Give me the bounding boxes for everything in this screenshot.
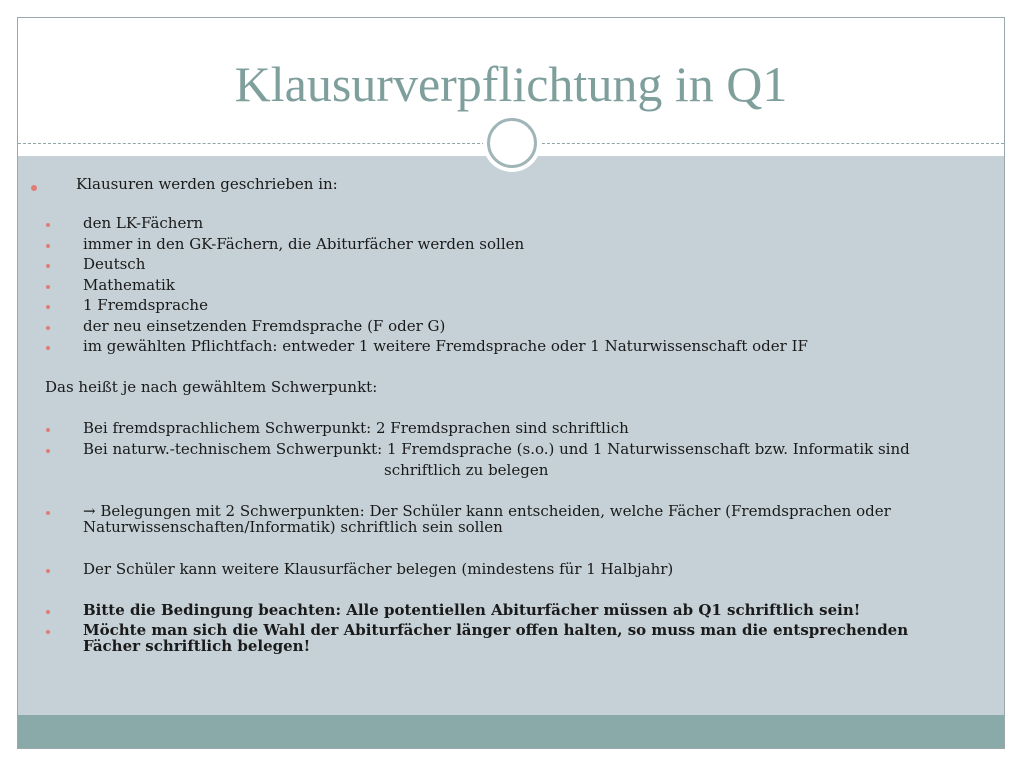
- bullet-icon: [46, 630, 50, 634]
- bullet-icon: [46, 449, 50, 453]
- bullet-icon: [31, 185, 37, 191]
- list-item: Der Schüler kann weitere Klausurfächer belegen (mindestens für 1 Halbjahr): [83, 560, 674, 578]
- list-item: Bei naturw.-technischem Schwerpunkt: 1 Fremdsprache (s.o.) und 1 Naturwissenschaft bzw. Informatik sind: [83, 440, 910, 458]
- bullet-icon: [46, 569, 50, 573]
- list-item: im gewählten Pflichtfach: entweder 1 weitere Fremdsprache oder 1 Naturwissenschaft oder IF: [83, 337, 808, 355]
- list-item: den LK-Fächern: [83, 214, 204, 232]
- list-item: → Belegungen mit 2 Schwerpunkten: Der Schüler kann entscheiden, welche Fächer (Fremdsprachen oder: [83, 502, 891, 520]
- important-note-continuation: Fächer schriftlich belegen!: [83, 637, 311, 655]
- bullet-icon: [46, 511, 50, 515]
- bullet-icon: [46, 610, 50, 614]
- slide: [17, 17, 1005, 749]
- list-item: der neu einsetzenden Fremdsprache (F oder G): [83, 317, 446, 335]
- explanation-text: Das heißt je nach gewähltem Schwerpunkt:: [45, 378, 378, 396]
- important-note: Bitte die Bedingung beachten: Alle potentiellen Abiturfächer müssen ab Q1 schriftlich sein!: [83, 601, 861, 619]
- bullet-icon: [46, 285, 50, 289]
- bullet-icon: [46, 326, 50, 330]
- slide-title: Klausurverpflichtung in Q1: [234, 56, 788, 112]
- bullet-icon: [46, 223, 50, 227]
- important-note: Möchte man sich die Wahl der Abiturfächer länger offen halten, so muss man die entsprechenden: [83, 621, 909, 639]
- bullet-icon: [46, 264, 50, 268]
- list-item-continuation: Naturwissenschaften/Informatik) schriftlich sein sollen: [83, 518, 503, 536]
- list-item: 1 Fremdsprache: [83, 296, 208, 314]
- bullet-icon: [46, 305, 50, 309]
- list-item: immer in den GK-Fächern, die Abiturfächer werden sollen: [83, 235, 525, 253]
- list-item: Bei fremdsprachlichem Schwerpunkt: 2 Fremdsprachen sind schriftlich: [83, 419, 629, 437]
- bullet-icon: [46, 346, 50, 350]
- bullet-icon: [46, 244, 50, 248]
- list-item: Mathematik: [83, 276, 175, 294]
- list-item: Deutsch: [83, 255, 146, 273]
- circle-ornament-icon: [483, 114, 541, 172]
- intro-text: Klausuren werden geschrieben in:: [76, 175, 338, 193]
- list-item-continuation: schriftlich zu belegen: [384, 461, 549, 479]
- footer-band: [18, 715, 1004, 749]
- bullet-icon: [46, 428, 50, 432]
